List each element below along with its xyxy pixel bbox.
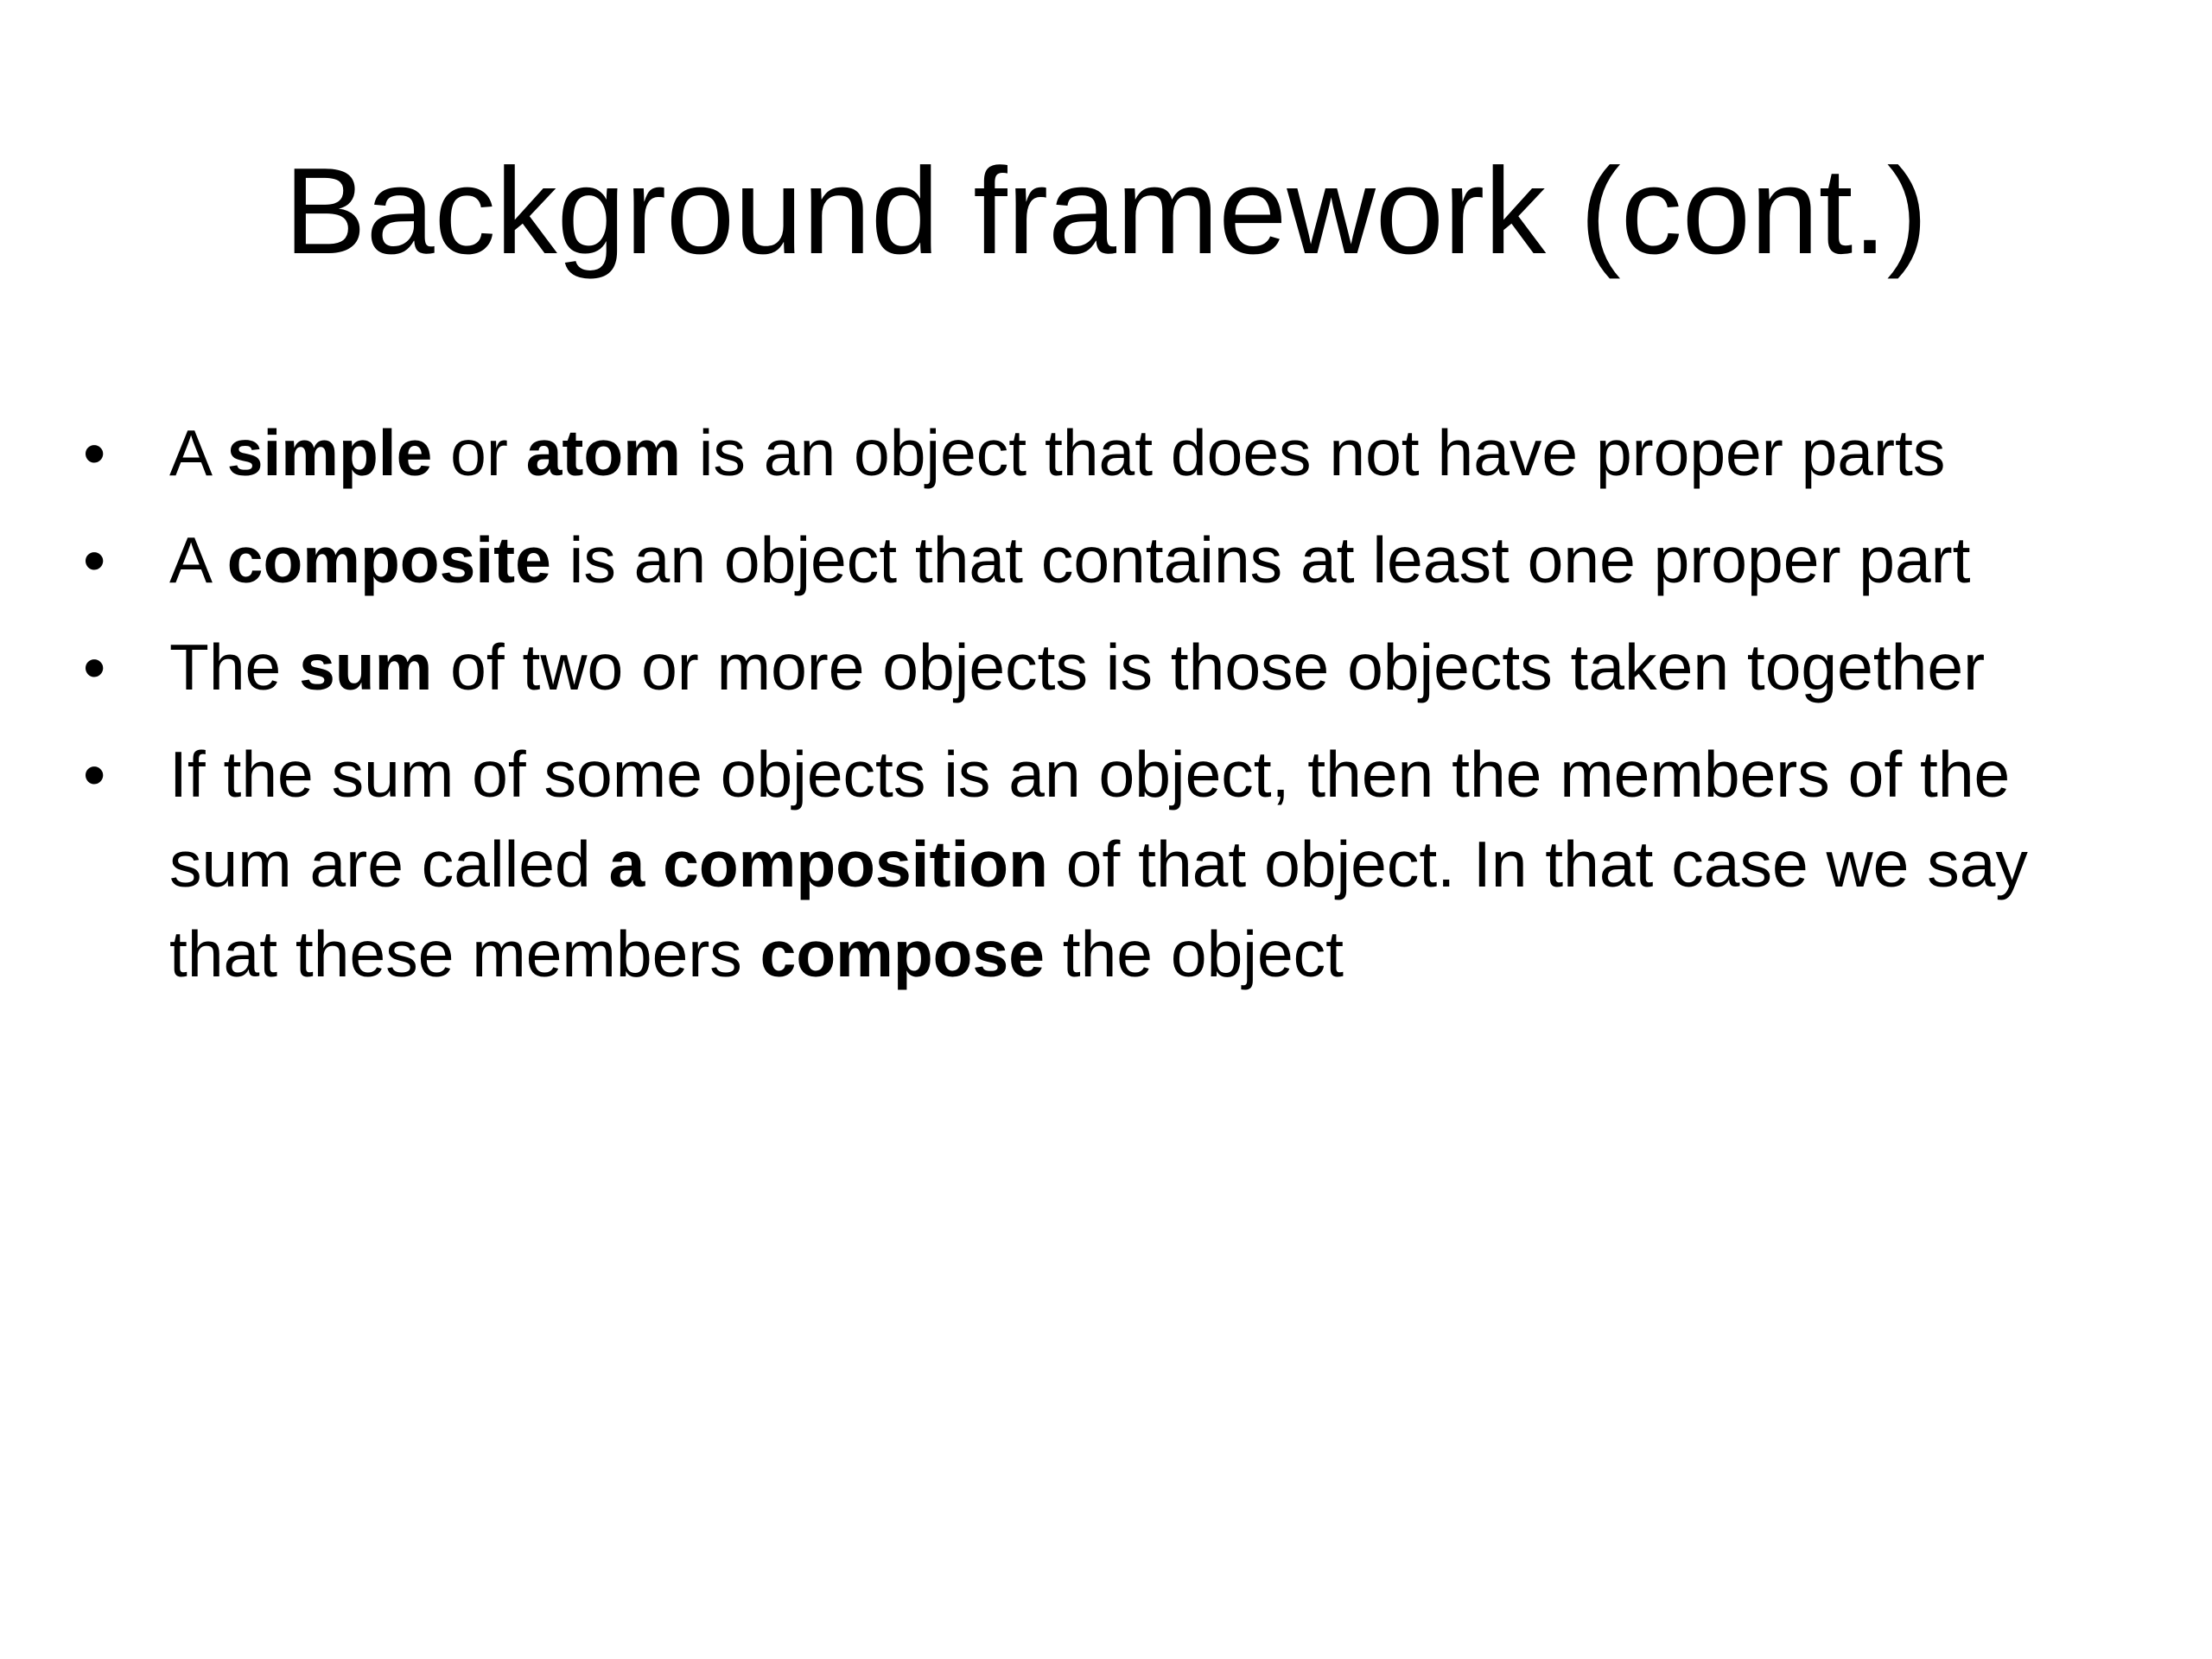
text-segment: is an object that does not have proper parts: [680, 416, 1946, 489]
text-segment: or: [432, 416, 526, 489]
bullet-text: [169, 524, 1971, 596]
text-segment: of two or more objects is those objects taken together: [432, 631, 1986, 703]
bold-term-simple: simple: [226, 416, 433, 489]
text-segment: If the sum of some objects is an object, then the members of the sum are called: [169, 738, 2011, 900]
text-segment: The: [169, 631, 300, 703]
bold-term-compose: compose: [760, 918, 1045, 990]
bullet-item-composite: [83, 515, 2139, 605]
bold-term-atom: atom: [525, 416, 681, 489]
bold-term-sum: sum: [299, 631, 433, 703]
bold-term-a-composition: a composition: [608, 828, 1048, 900]
text-segment: is an object that contains at least one proper part: [550, 524, 1971, 596]
bullet-text: [169, 738, 2028, 990]
bullet-dot-icon: •: [83, 738, 106, 810]
text-segment: A: [169, 524, 227, 596]
bullet-text: [169, 416, 1945, 489]
text-segment: the object: [1044, 918, 1344, 990]
bullet-item-composition: [83, 729, 2139, 999]
bullet-dot-icon: •: [83, 631, 106, 703]
bullet-list: [83, 408, 2139, 1016]
bullet-item-sum: [83, 622, 2139, 712]
bullet-item-simple-atom: [83, 408, 2139, 498]
slide-title: Background framework (cont.): [284, 143, 1928, 280]
text-segment: of that object. In that case we say that these members: [169, 828, 2028, 990]
text-segment: A: [169, 416, 227, 489]
bullet-dot-icon: •: [83, 524, 106, 596]
bold-term-composite: composite: [226, 524, 551, 596]
bullet-text: [169, 631, 1985, 703]
bullet-dot-icon: •: [83, 416, 106, 489]
